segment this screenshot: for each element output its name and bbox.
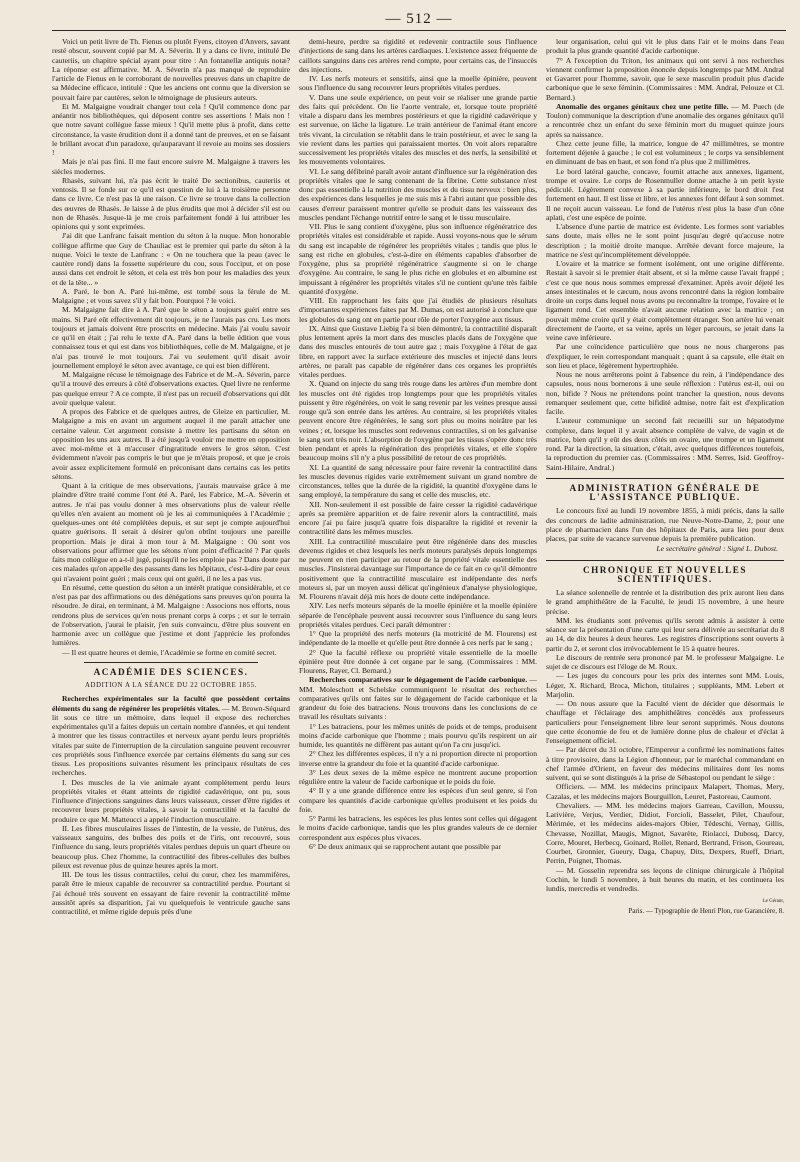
paragraph: M. Malgaigne fait dire à A. Paré que le séton a toujours guéri entre ses mains. Si Paré eût effectivement dit toujours, je ne l'aurais pas cru. Les mots toujours et jamais doivent être proscrits en médecine. Mais j'ai voulu savoir ce qu'il en était ; j'ai relu le texte d'A. Paré dans la belle édition que vous connaissez tous et qui est dans vos bibliothèques, celle de M. Malgaigne, et je n'ai pas trouvé le mot toujours. J'ai vu seulement qu'il disait avoir journellement employé le séton avec avantage, ce qui est bien différent. <box>52 305 290 370</box>
article-title: Anomalie des organes génitaux chez une petite fille. <box>556 101 729 111</box>
paragraph: M. Malgaigne récuse le témoignage des Fabrice et de M.-A. Séverin, parce qu'il a trouvé des erreurs à côté d'observations exactes. Quel livre ne renferme pas quelque erreur ? A ce compte, il n'est pas un recueil d'observations qui dût avoir quelque valeur. <box>52 370 290 407</box>
paragraph: — Il est quatre heures et demie, l'Académie se forme en comité secret. <box>62 647 277 657</box>
paragraph: 4° Il y a une grande différence entre les espèces d'un seul genre, si l'on compare les quantités d'acide carbonique qu'elles produisent et les poids du foie. <box>299 786 537 814</box>
column-right <box>546 37 784 1155</box>
article-title: Recherches comparatives sur le dégagement de l'acide carbonique. <box>309 675 528 685</box>
divider <box>546 560 784 561</box>
paragraph: Le discours de rentrée sera prononcé par M. le professeur Malgaigne. Le sujet de ce discours est l'éloge de M. Roux. <box>546 652 784 671</box>
col3-paragraphs <box>546 37 784 102</box>
paragraph: MM. les étudiants sont prévenus qu'ils seront admis à assister à cette séance sur la présentation d'une carte qui leur sera délivrée au secrétariat du 8 au 14, de dix heures à deux heures. Les registres d'inscriptions sont ouverts à partir du 2, et seront clos irrévocablement le 15 à quatre heures. <box>546 615 784 653</box>
chronique-paragraphs <box>546 588 784 893</box>
paragraph: X. Quand on injecte du sang très rouge dans les artères d'un membre dont les muscles ont été rigides trop longtemps pour que les propriétés vitales puissent y être régénérées, on voit le sang revenir par les veines presque aussi rouge qu'à son entrée dans les artères. Au contraire, si les propriétés vitales peuvent encore être régénérées, le sang sort plus ou moins noirâtre par les veines ; et, lorsque les muscles sont redevenus contractiles, si on les galvanise le sang sort très noir. L'absorption de l'oxygène par les tissus s'opère donc très bien pendant et après la régénération des propriétés vitales, et elle s'opère beaucoup moins s'il n'y a plus possibilité de retour de ces propriétés. <box>299 379 537 463</box>
paragraph: 2° Que la faculté réflexe ou propriété vitale essentielle de la moelle épinière peut être donnée à cet organe par le sang. (Commissaires : MM. Flourens, Rayer, Cl. Bernard.) <box>299 647 537 675</box>
section-subtitle: ADDITION A LA SÉANCE DU 22 OCTOBRE 1855. <box>85 682 257 689</box>
printer-imprint: Paris. — Typographie de Henri Plon, rue Garancière, 8. <box>628 906 784 915</box>
page-number: — 512 — <box>385 11 453 27</box>
paragraph: Le bord latéral gauche, concave, fournit attache aux annexes, ligament, trompe et ovaire. Le corps de Rosenmuller donne attache à un petit kyste pédiculé. Légèrement convexe à sa partie inférieure, le bord droit l'est fortement en haut. Il est lisse et libre, et les annexes font défaut à son sommet. Il ne reçoit aucun vaisseau. Le fond de l'utérus n'est plus la base d'un cône aplati, c'est une espèce de pointe. <box>546 166 784 222</box>
paragraph: XIV. Les nerfs moteurs séparés de la moelle épinière et la moelle épinière séparée de l'encéphale peuvent aussi recouvrer sous l'influence du sang leurs propriétés vitales perdues. Ceci paraît démontrer : <box>299 601 537 629</box>
paragraph: IX. Ainsi que Gustave Liebig l'a si bien démontré, la contractilité disparaît plus lentement après la mort dans des muscles placés dans de l'oxygène que dans des muscles entourés de tout autre gaz ; mais l'oxygène à l'état de gaz libre, en rapport avec la surface extérieure des muscles et injecté dans leurs artères, ne paraît pas capable de régénérer dans ces organes les propriétés vitales perdues. <box>299 323 537 379</box>
paragraph: demi-heure, perdre sa rigidité et redevenir contractile sous l'influence d'injections de sang dans les artères cardiaques. L'existence assez fréquente de caillots sanguins dans ces artères rend compte, pour certains cas, de l'insuccès des injections. <box>299 37 537 74</box>
column-left <box>52 37 290 1155</box>
paragraph: VII. Plus le sang contient d'oxygène, plus son influence régénératrice des propriétés vitales est considérable et rapide. Aussi voyons-nous que le sérum du sang est incapable de régénérer les propriétés vitales ; tandis que plus le sang est riche en globules, c'est-à-dire en éléments capables d'absorber de l'oxygène, plus sa propriété régénératrice s'augmente si on le charge d'oxygène. Au contraire, le sang le plus riche en globules et en albumine est impuissant à régénérer les propriétés vitales s'il ne contient qu'une très faible quantité d'oxygène. <box>299 222 537 296</box>
divider <box>546 478 784 479</box>
paragraph: Officiers. — MM. les médecins principaux Malapert, Thomas, Mery, Cazalas, et les médecins majors Bourguillon, Leuret, Pastoreau, Caumont. <box>546 782 784 801</box>
paragraph: Par une coïncidence particulière que nous ne nous chargerons pas d'expliquer, le rein correspondant manquait ; quant à sa capsule, elle était en son lieu et place, légèrement hypertrophiée. <box>546 342 784 370</box>
col3-paragraphs-2 <box>546 139 784 472</box>
col2-paragraphs-2 <box>299 722 537 852</box>
paragraph: leur organisation, celui qui vit le plus dans l'air et le moins dans l'eau produit la plus grande quantité d'acide carbonique. <box>546 37 784 56</box>
paragraph: Nous ne nous arrêterons point à l'absence du rein, à l'indépendance des capsules, nous nous bornerons à une seule réflexion : l'utérus est-il, oui ou non, bifide ? Nous ne prétendons point trancher la question, nous devons remarquer seulement que, cette bifidité admise, notre fait est d'explication facile. <box>546 370 784 416</box>
section-title-administration: ADMINISTRATION GÉNÉRALE DE L'ASSISTANCE PUBLIQUE. <box>569 482 761 502</box>
paragraph: Chez cette jeune fille, la matrice, longue de 47 millimètres, se montre fortement déjetée à gauche ; le col est volumineux ; le corps va sensiblement en diminuant de bas en haut, et son fond n'a plus que 2 millimètres. <box>546 138 784 167</box>
paragraph: XII. Non-seulement il est possible de faire cesser la rigidité cadavérique après sa première apparition et de faire revenir alors la contractilité, mais encore j'ai pu faire jusqu'à quatre fois disparaître la rigidité et revenir la contractilité dans les mêmes muscles. <box>299 499 537 537</box>
paragraph: 1° Les batraciens, pour les mêmes unités de poids et de temps, produisent moins d'acide carbonique que l'homme ; mais pourvu qu'ils respirent un air humide, les quantités ne diffèrent pas autant qu'on l'a cru jusqu'ici. <box>299 721 537 749</box>
paragraph: — Par décret du 31 octobre, l'Empereur a confirmé les nominations faites à titre provisoire, dans la Légion d'honneur, par le maréchal commandant en chef l'armée d'Orient, en faveur des médecins militaires dont les noms suivent, qui se sont distingués à la prise de Sébastopol ou pendant le siège : <box>546 745 784 782</box>
three-column-body <box>52 37 786 1155</box>
article-lead <box>299 675 537 721</box>
column-middle <box>299 37 537 1155</box>
article-lead-text: — M. Brown-Séquard lit sous ce titre un mémoire, dans lequel il expose des recherches expérimentales qu'il a faites depuis un certain nombre d'années, et qui tendent à montrer que les tissus contractiles et nerveux ayant perdu leurs propriétés vitales par suite de l'interruption de la circulation sanguine peuvent recouvrer ces propriétés sous l'influence exercée par certains éléments du sang sur ces tissus. Les propositions suivantes résument les principaux résultats de ces recherches. <box>52 703 290 778</box>
article-lead-text: — MM. Moleschott et Schelske communiquent le résultat des recherches comparatives qu'ils ont faites sur le dégagement de l'acide carbonique et la grandeur du foie des batraciens. Nous trouvons dans les conclusions de ce travail les résultats suivants : <box>299 675 537 722</box>
article-lead-text: — M. Puech (de Toulon) communique la description d'une anomalie des organes génitaux qu'il a rencontrée chez un enfant du sexe féminin mort du muguet quinze jours après sa naissance. <box>546 101 784 139</box>
page-header <box>52 8 786 31</box>
paragraph: XI. La quantité de sang nécessaire pour faire revenir la contractilité dans les muscles devenus rigides varie extrêmement suivant un grand nombre de circonstances, telles que la durée de la rigidité, la quantité d'oxygène dans le sang employé, la température du sang et celle des muscles, etc. <box>299 462 537 500</box>
article-title: Recherches expérimentales sur la faculté que possèdent certains éléments du sang de régénérer les propriétés vitales. <box>52 694 290 713</box>
paragraph: Rhasès, suivant lui, n'a pas écrit le traité De sectionibus, cauteriis et ventosis. Il se fonde sur ce qu'il est question de lui à la troisième personne dans ce livre. Ce n'est pas là une raison. Ce livre se trouve dans la collection des œuvres de Rhasès. Je laisse à de plus érudits que moi à décider s'il est ou non de Rhasès. Jusque-là je me crois parfaitement fondé à lui attribuer les opinions qui y sont exprimées. <box>52 175 290 231</box>
paragraph: IV. Les nerfs moteurs et sensitifs, ainsi que la moelle épinière, peuvent sous l'influence du sang recouvrer leurs propriétés vitales perdues. <box>299 74 537 93</box>
paragraph: La séance solennelle de rentrée et la distribution des prix auront lieu dans le grand amphithéâtre de la Faculté, le jeudi 15 novembre, à une heure précise. <box>546 588 784 616</box>
manager-label: Le Gérant, <box>762 899 784 905</box>
col1-paragraphs <box>52 37 290 657</box>
paragraph: L'auteur communique un second fait recueilli sur un hépatodyme complexe, dans lequel il y avait absence complète de valve, de vagin et de matrice, bien qu'il y eût des deux côtés un ovaire, une trompe et un ligament rond. Par la direction, la situation, c'était, avec quelques différences toutefois, la reproduction du premier cas. (Commissaires : MM. Serres, Isid. Geoffroy-Saint-Hilaire, Andral.) <box>546 416 784 472</box>
paragraph: II. Les fibres musculaires lisses de l'intestin, de la vessie, de l'utérus, des vaisseaux sanguins, des bulbes des poils et de l'iris, ont recouvré, sous l'influence du sang, leurs propriétés vitales perdues depuis un quart d'heure ou beaucoup plus. Chez l'homme, la contractilité des fibres-cellules des bulbes pileux est revenue plus de quinze heures après la mort. <box>52 823 290 870</box>
paragraph: J'ai dit que Lanfranc faisait mention du séton à la nuque. Mon honorable collègue affirme que Guy de Chauliac est le premier qui parle du séton à la nuque. Voici le texte de Lanfranc : « On ne touchera que la peau (avec le cautère rond) dans la fossette supérieure du cou, sous l'occiput, et on pose aussi dans cet endroit le séton, et cela est très bon pour les maladies des yeux et de la tête... » <box>52 231 290 287</box>
article-lead <box>52 694 290 777</box>
paragraph: XIII. La contractilité musculaire peut être régénérée dans des muscles devenus rigides et chez lesquels les nerfs moteurs paralysés depuis longtemps ne peuvent en rien participer au retour de la propriété vitale essentielle des muscles. J'insisterai davantage sur l'importance de ce fait en ce qu'il démontre positivement que la contractilité musculaire est indépendante des nerfs moteurs si, par un moyen aussi délicat qu'ingénieux d'analyse physiologique, M. Flourens n'avait déjà mis hors de doute cette indépendance. <box>299 536 537 601</box>
article-lead <box>546 102 784 139</box>
section-title-academie-sciences: ACADÉMIE DES SCIENCES. <box>93 666 249 677</box>
paragraph: I. Des muscles de la vie animale ayant complètement perdu leurs propriétés vitales et étant atteints de rigidité cadavérique, ont pu, sous l'influence d'injections sanguines dans leurs vaisseaux, cesser d'être rigides et recouvrer leurs propriétés vitales, à savoir la contractilité et la faculté de produire ce que M. Matteucci a appelé l'induction musculaire. <box>52 777 290 824</box>
paragraph: III. De tous les tissus contractiles, celui du cœur, chez les mammifères, paraît être le mieux capable de recouvrer sa contractilité perdue. Pourtant si j'ai échoué très souvent en essayant de faire revenir la contractilité même aussitôt après sa disparition, j'ai vu quelquefois le ventricule gauche sans contractilité, et même rigide depuis près d'une <box>52 870 290 916</box>
paragraph: — M. Gosselin reprendra ses leçons de clinique chirurgicale à l'hôpital Cochin, le lundi 5 novembre, à huit heures du matin, et les continuera les lundis, mercredis et vendredis. <box>546 865 784 893</box>
paragraph: Chevaliers. — MM. les médecins majors Garreau, Cavillon, Moussu, Larivière, Verjus, Verdier, Didiot, Forcioli, Basselet, Pilet, Chaufour, Mérimée, et les médecins aides-majors Obier, Tédeschi, Vernay, Gillis, Chevasse, Nozillat, Maugis, Mignot, Savarète, Riolacci, Dubosq, Darcy, Corre, Mouret, Herbecq, Goinard, Rollet, Renard, Bertrand, Frison, Goureau, Courbet, Gronnier, Gueury, Daga, Chapuy, Dits, Dexpers, Rueff, Driart, Perrin, Poignet, Thomas. <box>546 800 784 866</box>
paragraph: L'absence d'une partie de matrice est évidente. Les formes sont variables sans doute, mais elles ne le sont point jusqu'au degré qu'accuse notre description ; la moitié droite manque. Arrêtée devant force majeure, la matrice ne s'est qu'incomplètement développée. <box>546 222 784 259</box>
paragraph: 5° Parmi les batraciens, les espèces les plus lentes sont celles qui dégagent le moins d'acide carbonique, tandis que les plus grandes valeurs de ce dernier correspondent aux espèces plus vivaces. <box>299 814 537 842</box>
section-title-chronique: CHRONIQUE ET NOUVELLES SCIENTIFIQUES. <box>582 564 748 584</box>
paragraph: 7° A l'exception du Triton, les animaux qui ont servi à nos recherches viennent confirmer la proposition énoncée depuis longtemps par MM. Andral et Gavarret pour l'homme, savoir, que le sexe masculin produit plus d'acide carbonique que le sexe féminin. (Commissaires : MM. Andral, Pelouze et Cl. Bernard.) <box>546 55 784 102</box>
admin-signature: Le secrétaire général : Signé L. Dubost. <box>656 544 778 554</box>
paragraph: Quant à la critique de mes observations, j'aurais mauvaise grâce à me plaindre d'être traité comme l'ont été A. Paré, les Fabrice, M.-A. Séverin et autres. Je n'ai pas voulu donner à mes observations plus de valeur réelle qu'elles n'en avaient au moment où je les ai communiquées à l'Académie ; quelques-unes ont été complétées depuis, et sur sept je compte aujourd'hui quatre guérisons. Il serait à désirer qu'on obtînt toujours une pareille proportion. Mais je dirai à mon tour à M. Malgaigne : Où sont vos observations pour affirmer que les sétons n'ont point d'efficacité ? Par quels faits mon collègue en a-t-il jugé, puisqu'il ne les emploie pas ? Dans doute par ces malades qu'on appelle des passants dans les hôpitaux, c'est-à-dire par ceux qui n'avaient point guéri ; mais ceux qui ont guéri, il ne les a pas vus. <box>52 481 290 583</box>
divider <box>84 662 258 663</box>
paragraph: Voici un petit livre de Th. Fienus ou plutôt Fyens, citoyen d'Anvers, savant resté obscur, souvent copié par M. A. Séverin. Il y a dans ce livre, intitulé De cauteriis, un chapitre spécial ayant pour titre : An fontanellæ antiquis notæ? La réponse est affirmative. M. A. Séverin n'a pas manqué de reproduire l'article de Fienus en le corroborant de nouvelles preuves dans un chapitre de sa Médecine efficace, intitulé : Que les anciens ont connu que la diversion se pouvait faire par cautères, selon le témoignage de plusieurs auteurs. <box>52 37 290 102</box>
paragraph: 3° Les deux sexes de la même espèce ne montrent aucune proportion régulière entre la valeur de l'acide carbonique et le poids du foie. <box>299 767 537 786</box>
paragraph: Et M. Malgaigne voudrait changer tout cela ! Qu'il commence donc par anéantir nos bibliothèques, qui déposent contre ses assertions ! Mais non ! que notre savant collègue fasse mieux ! Qu'il mette plus à profit, dans cette circonstance, la vaste érudition dont il a donné tant de preuves, et en se faisant le brillant avocat d'un paradoxe, qu'auparavant il revoie au moins ses dossiers ! <box>52 101 290 157</box>
paragraph: — On nous assure que la Faculté vient de décider que désormais le chauffage et l'éclairage des amphithéâtres concédés aux professeurs particuliers pour l'enseignement libre leur seront supprimés. Nous doutons que cette économie de feu et de lumière donne plus de chaleur et d'éclat à l'enseignement officiel. <box>546 699 784 745</box>
paragraph: En résumé, cette question du séton a un intérêt pratique considérable, et ce n'est pas par des affirmations ou des dénégations sans preuves qu'on pourra la résoudre. Je dirai, en terminant, à M. Malgaigne : Associons nos efforts, nous rendrons plus de services qu'en nous prenant corps à corps ; et sur le terrain de l'observation, j'aurai le plaisir, j'en suis convaincu, d'être plus souvent en harmonie avec un collègue que j'estime et dont j'apprécie les profondes lumières. <box>52 582 290 648</box>
admin-notice: Le concours fixé au lundi 19 novembre 1855, à midi précis, dans la salle des concours de ladite administration, rue Neuve-Notre-Dame, 2, pour une place de pharmacien dans l'un des hôpitaux de Paris, aura lieu pour deux places, par suite de vacance survenue depuis la première publication. <box>546 506 784 543</box>
paragraph: VIII. En rapprochant les faits que j'ai étudiés de plusieurs résultats d'importantes expériences faites par M. Dumas, on est autorisé à conclure que les globules du sang ont en partie pour rôle de porter l'oxygène aux tissus. <box>299 296 537 324</box>
paragraph: 2° Chez les différentes espèces, il n'y a ni proportion directe ni proportion inverse entre la grandeur du foie et la quantité d'acide carbonique. <box>299 749 537 768</box>
paragraph: L'ovaire et la matrice se forment isolément, ont une origine différente. Restait à savoir si le premier était absent, et si la même cause l'avait frappé ; c'est ce que nous nous sommes empressé d'examiner. Après avoir déjeté les anses intestinales et le cæcum, nous avons rencontré dans la région lombaire droite un corps dans lequel nous avons pu reconnaître la trompe, l'ovaire et le ligament rond. Cet ensemble n'avait aucune relation avec la matrice ; on pouvait même croire qu'il y était complètement étranger. Son artère lui venait directement de l'aorte, et sa veine, après un léger parcours, se jetait dans la veine cave inférieure. <box>546 259 784 342</box>
paragraph: A propos des Fabrice et de quelques autres, de Gleize en particulier, M. Malgaigne a mis en avant un argument auquel il me paraît attacher une certaine valeur. Cet argument consiste à mettre les partisans du séton en opposition les uns aux autres. Il a été jusqu'à vouloir me mettre en opposition avec moi-même et à m'accuser d'ingratitude envers le gros séton. C'est évidemment n'avoir pas compris le but que je m'étais proposé, et que je crois avoir assez explicitement formulé en préconisant dans certains cas les petits sétons. <box>52 407 290 481</box>
paragraph: Mais je n'ai pas fini. Il me faut encore suivre M. Malgaigne à travers les siècles modernes. <box>52 157 290 176</box>
col1-paragraphs-2 <box>52 778 290 917</box>
paragraph: 1° Que la propriété des nerfs moteurs (la motricité de M. Flourens) est indépendante de la moelle et qu'elle peut être donnée à ces nerfs par le sang ; <box>299 629 537 648</box>
paragraph: V. Dans une seule expérience, on peut voir se réaliser une grande partie des faits qui précèdent. On lie l'aorte ventrale, et, lorsque toute propriété vitale a disparu dans les membres postérieurs et que la rigidité cadavérique y est survenue, on lâche la ligature. Le train antérieur de l'animal étant encore très vivant, la circulation se rétablit dans le train postérieur, et avec le sang la vie revient dans les parties qui paraissaient mortes. On voit alors reparaître successivement les propriétés vitales des muscles et des nerfs, la sensibilité et les mouvements volontaires. <box>299 92 537 167</box>
col2-paragraphs <box>299 37 537 675</box>
paragraph: VI. Le sang défibriné paraît avoir autant d'influence sur la régénération des propriétés vitales que le sang contenant de la fibrine. Cette substance n'est donc pas essentielle à la nutrition des muscles et du tissu nerveux : bien plus, des expériences dans lesquelles je me suis mis à l'abri autant que possible des causes d'erreur paraissent montrer qu'elle se produit dans les vaisseaux des muscles pendant l'échange nutritif entre le sang et le tissu musculaire. <box>299 166 537 222</box>
paragraph: A. Paré, le bon A. Paré lui-même, est tombé sous la férule de M. Malgaigne ; et vous savez s'il y fait bon. Pourquoi ? le voici. <box>52 286 290 305</box>
paragraph: — Les juges du concours pour les prix des internes sont MM. Louis, Léger, X. Richard, Broca, Michon, titulaires ; suppléants, MM. Lebert et Marjolin. <box>546 671 784 699</box>
paragraph: 6° De deux animaux qui se rapprochent autant que possible par <box>309 841 501 851</box>
